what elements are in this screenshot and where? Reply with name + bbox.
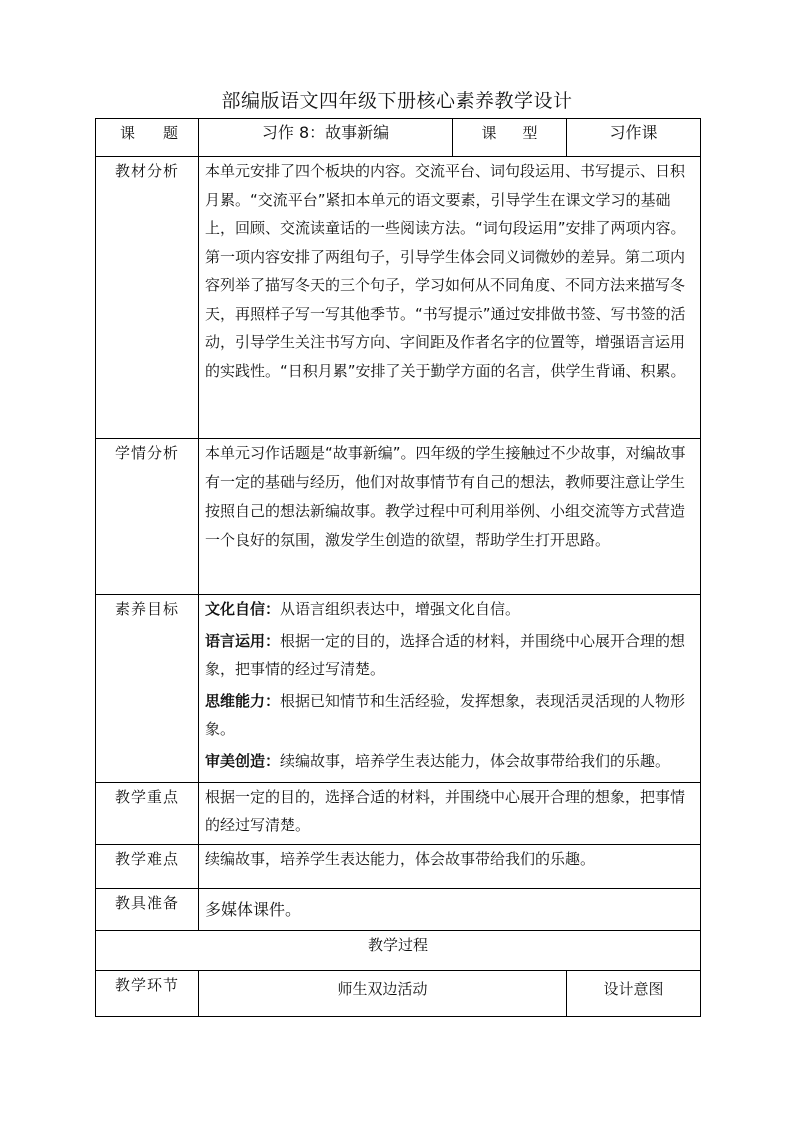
process-intent-header: 设计意图 — [567, 971, 701, 1017]
goal-item — [205, 687, 694, 743]
type-label-part-2: 型 — [522, 124, 538, 142]
difficulty-row — [96, 845, 701, 889]
topic-label-part-1: 课 — [120, 124, 136, 142]
goal-key: 审美创造： — [205, 752, 281, 770]
key-point-text: 根据一定的目的，选择合适的材料，并围绕中心展开合理的想象，把事情的经过写清楚。 — [199, 783, 701, 845]
goal-text: 续编故事，培养学生表达能力，体会故事带给我们的乐趣。 — [280, 752, 671, 770]
document-title: 部编版语文四年级下册核心素养教学设计 — [221, 90, 573, 112]
type-label-part-1: 课 — [481, 124, 497, 142]
goal-text: 根据一定的目的，选择合适的材料，并围绕中心展开合理的想象，把事情的经过写清楚。 — [205, 632, 686, 678]
material-analysis-row — [96, 157, 701, 439]
difficulty-text: 续编故事，培养学生表达能力，体会故事带给我们的乐趣。 — [199, 845, 701, 889]
goal-key: 思维能力： — [205, 692, 281, 710]
goal-text: 从语言组织表达中，增强文化自信。 — [280, 600, 521, 618]
process-title: 教学过程 — [96, 931, 701, 971]
material-analysis-label: 教材分析 — [96, 157, 199, 439]
goal-item — [205, 627, 694, 683]
goal-text: 根据已知情节和生活经验，发挥想象，表现活灵活现的人物形象。 — [205, 692, 686, 738]
competency-goals-list — [199, 595, 701, 783]
tools-text: 多媒体课件。 — [199, 889, 701, 931]
process-title-row — [96, 931, 701, 971]
process-header-row — [96, 971, 701, 1017]
competency-goals-row — [96, 595, 701, 783]
key-point-label: 教学重点 — [96, 783, 199, 845]
tools-row — [96, 889, 701, 931]
type-value: 习作课 — [567, 119, 701, 157]
competency-goals-label: 素养目标 — [96, 595, 199, 783]
goal-key: 文化自信： — [205, 600, 281, 618]
learner-analysis-text: 本单元习作话题是“故事新编”。四年级的学生接触过不少故事，对编故事有一定的基础与经历，他们对故事情节有自己的想法，教师要注意让学生按照自己的想法新编故事。教学过程中可利用举例、小组交流等方式营造一个良好的氛围，激发学生创造的欲望，帮助学生打开思路。 — [199, 439, 701, 595]
type-label-cell — [453, 119, 567, 157]
tools-label: 教具准备 — [96, 889, 199, 931]
goal-item — [205, 747, 694, 775]
learner-analysis-label: 学情分析 — [96, 439, 199, 595]
lesson-plan-table — [95, 118, 701, 1017]
topic-label-cell — [96, 119, 199, 157]
goal-item — [205, 595, 694, 623]
learner-analysis-row — [96, 439, 701, 595]
difficulty-label: 教学难点 — [96, 845, 199, 889]
process-stage-header: 教学环节 — [96, 971, 199, 1017]
topic-label-part-2: 题 — [162, 124, 178, 142]
header-row — [96, 119, 701, 157]
key-point-row — [96, 783, 701, 845]
topic-value: 习作 8：故事新编 — [199, 119, 453, 157]
goal-key: 语言运用： — [205, 632, 281, 650]
material-analysis-text: 本单元安排了四个板块的内容。交流平台、词句段运用、书写提示、日积月累。“交流平台”紧扣本单元的语文要素，引导学生在课文学习的基础上，回顾、交流读童话的一些阅读方法。“词句段运用”安排了两项内容。第一项内容安排了两组句子，引导学生体会同义词微妙的差异。第二项内容列举了描写冬天的三个句子，学习如何从不同角度、不同方法来描写冬天，再照样子写一写其他季节。“书写提示”通过安排做书签、写书签的活动，引导学生关注书写方向、字间距及作者名字的位置等，增强语言运用的实践性。“日积月累”安排了关于勤学方面的名言，供学生背诵、积累。 — [199, 157, 701, 439]
process-activity-header: 师生双边活动 — [199, 971, 567, 1017]
